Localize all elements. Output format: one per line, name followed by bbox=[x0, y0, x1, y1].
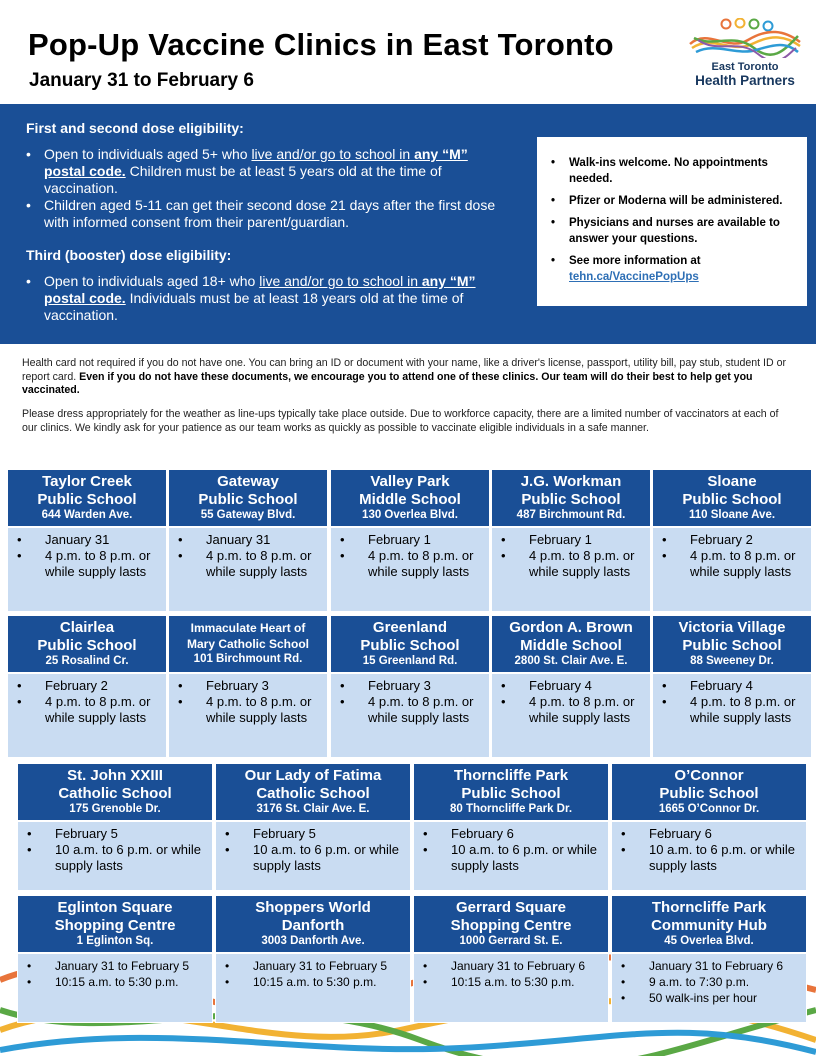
clinic-date: • February 4 bbox=[661, 678, 807, 694]
clinic-name-line1: Valley Park bbox=[370, 473, 450, 490]
clinic-card-body bbox=[215, 821, 411, 891]
clinic-name-line2: Shopping Centre bbox=[450, 916, 572, 934]
clinic-name-line2: Catholic School bbox=[256, 784, 370, 802]
clinic-address: 15 Greenland Rd. bbox=[362, 655, 458, 667]
clinic-name-line2: Public School bbox=[360, 636, 460, 654]
clinic-address: 1 Eglinton Sq. bbox=[76, 935, 154, 947]
clinic-card bbox=[17, 895, 213, 1023]
clinic-extra: • 50 walk-ins per hour bbox=[620, 990, 802, 1006]
clinic-hours: • 10:15 a.m. to 5:30 p.m. bbox=[224, 974, 406, 990]
clinic-address: 1000 Gerrard St. E. bbox=[459, 935, 563, 947]
clinic-hours: • 10 a.m. to 6 p.m. or while supply lasts bbox=[620, 842, 802, 874]
clinic-card bbox=[413, 763, 609, 891]
clinic-info-box bbox=[537, 137, 807, 306]
clinic-date: • January 31 to February 5 bbox=[26, 958, 208, 974]
clinic-card-body bbox=[413, 953, 609, 1023]
clinic-card bbox=[7, 469, 167, 612]
clinic-name-line2: Public School bbox=[682, 490, 782, 508]
clinic-date: • February 6 bbox=[422, 826, 604, 842]
logo-figures-icon bbox=[688, 18, 802, 58]
booster-eligibility-item: • Open to individuals aged 18+ who live and/or go to school in any “M” postal code. Individuals must be at least 18 years old at the time of vaccination. bbox=[26, 273, 506, 324]
clinic-name-line1: Clairlea bbox=[59, 619, 115, 636]
second-dose-children-item: • Children aged 5-11 can get their second dose 21 days after the first dose with informed consent from their parent/guardian. bbox=[26, 197, 506, 231]
clinic-date: • February 6 bbox=[620, 826, 802, 842]
clinic-hours: • 4 p.m. to 8 p.m. or while supply lasts bbox=[177, 548, 323, 580]
clinic-card-header bbox=[215, 763, 411, 821]
clinic-card bbox=[652, 615, 812, 758]
clinic-card bbox=[330, 469, 490, 612]
clinic-card bbox=[215, 763, 411, 891]
clinic-date: • February 2 bbox=[16, 678, 162, 694]
clinic-card-header bbox=[168, 469, 328, 527]
clinic-card-body bbox=[330, 527, 490, 612]
clinic-hours: • 4 p.m. to 8 p.m. or while supply lasts bbox=[661, 694, 807, 726]
info-vaccine-types: • Pfizer or Moderna will be administered. bbox=[551, 193, 799, 209]
clinic-card-header bbox=[7, 469, 167, 527]
clinic-date: • January 31 to February 6 bbox=[422, 958, 604, 974]
clinic-name-line1: Thorncliffe Park bbox=[651, 899, 767, 916]
clinic-address: 1665 O’Connor Dr. bbox=[658, 803, 760, 815]
clinic-name-line1: Victoria Village bbox=[678, 619, 786, 636]
clinic-card-header bbox=[652, 615, 812, 673]
clinic-date: • February 1 bbox=[339, 532, 485, 548]
clinic-card-body bbox=[413, 821, 609, 891]
first-second-dose-heading: First and second dose eligibility: bbox=[26, 120, 244, 136]
clinic-name-line2: Mary Catholic School bbox=[186, 636, 310, 651]
clinic-date: • January 31 bbox=[16, 532, 162, 548]
clinic-date: • January 31 bbox=[177, 532, 323, 548]
clinic-card bbox=[491, 469, 651, 612]
clinic-address: 88 Sweeney Dr. bbox=[690, 655, 774, 667]
clinic-hours: • 4 p.m. to 8 p.m. or while supply lasts bbox=[177, 694, 323, 726]
clinic-name-line2: Shopping Centre bbox=[54, 916, 176, 934]
clinic-card-header bbox=[413, 763, 609, 821]
clinic-card bbox=[215, 895, 411, 1023]
clinic-card-body bbox=[168, 673, 328, 758]
clinic-name-line2: Middle School bbox=[520, 636, 622, 654]
clinic-address: 175 Grenoble Dr. bbox=[69, 803, 161, 815]
clinic-card-header bbox=[413, 895, 609, 953]
clinic-name-line1: J.G. Workman bbox=[520, 473, 622, 490]
clinic-date: • February 3 bbox=[177, 678, 323, 694]
clinic-card-body bbox=[491, 527, 651, 612]
clinic-name-line1: Gordon A. Brown bbox=[509, 619, 633, 636]
clinic-name-line1: O’Connor bbox=[674, 767, 744, 784]
clinic-hours: • 4 p.m. to 8 p.m. or while supply lasts bbox=[16, 694, 162, 726]
clinic-address: 2800 St. Clair Ave. E. bbox=[514, 655, 628, 667]
clinic-card bbox=[491, 615, 651, 758]
clinic-card bbox=[611, 763, 807, 891]
clinic-card-body bbox=[611, 821, 807, 891]
clinic-name-line2: Public School bbox=[37, 636, 137, 654]
clinic-card bbox=[413, 895, 609, 1023]
clinic-card-header bbox=[17, 895, 213, 953]
clinic-card-body bbox=[7, 673, 167, 758]
clinic-address: 644 Warden Ave. bbox=[41, 509, 133, 521]
clinic-date: • February 5 bbox=[224, 826, 406, 842]
clinic-card bbox=[17, 763, 213, 891]
clinic-date: • February 4 bbox=[500, 678, 646, 694]
clinic-hours: • 10:15 a.m. to 5:30 p.m. bbox=[26, 974, 208, 990]
clinic-address: 45 Overlea Blvd. bbox=[664, 935, 754, 947]
clinic-name-line2: Danforth bbox=[281, 916, 345, 934]
clinic-card bbox=[611, 895, 807, 1023]
clinic-card-header bbox=[491, 469, 651, 527]
clinic-card-header bbox=[652, 469, 812, 527]
clinic-hours: • 4 p.m. to 8 p.m. or while supply lasts bbox=[500, 548, 646, 580]
logo-text-line2: Health Partners bbox=[695, 73, 795, 88]
clinic-hours: • 4 p.m. to 8 p.m. or while supply lasts bbox=[339, 694, 485, 726]
clinic-hours: • 10 a.m. to 6 p.m. or while supply lasts bbox=[26, 842, 208, 874]
clinic-card-header bbox=[330, 469, 490, 527]
info-staff: • Physicians and nurses are available to answer your questions. bbox=[551, 215, 799, 247]
clinic-card-body bbox=[330, 673, 490, 758]
clinic-name-line2: Public School bbox=[682, 636, 782, 654]
id-requirements-note: Health card not required if you do not have one. You can bring an ID or document with your name, like a driver's license, passport, utility bill, pay stub, student ID or report card. Even if you do not have these documents, we encourage you to attend one of these clinics. Our team will do their best to help get you vaccinated. bbox=[22, 357, 787, 396]
weather-note: Please dress appropriately for the weather as line-ups typically take place outside. Due to workforce capacity, there are a limited number of vaccinators at each of our clinics. We kindly ask for your patience as our team works as quickly as possible to vaccinate eligible individuals in a safe manner. bbox=[22, 408, 779, 434]
clinic-hours: • 10 a.m. to 6 p.m. or while supply lasts bbox=[422, 842, 604, 874]
page-subtitle: January 31 to February 6 bbox=[29, 70, 254, 91]
clinic-hours: • 4 p.m. to 8 p.m. or while supply lasts bbox=[500, 694, 646, 726]
clinic-card-body bbox=[652, 527, 812, 612]
clinic-card bbox=[7, 615, 167, 758]
clinic-name-line1: Immaculate Heart of bbox=[190, 621, 306, 635]
clinic-name-line1: Taylor Creek bbox=[42, 473, 132, 490]
clinic-hours: • 4 p.m. to 8 p.m. or while supply lasts bbox=[339, 548, 485, 580]
clinic-name-line2: Community Hub bbox=[651, 916, 767, 934]
clinic-address: 3176 St. Clair Ave. E. bbox=[256, 803, 370, 815]
clinic-address: 101 Birchmount Rd. bbox=[193, 653, 303, 665]
clinic-name-line2: Public School bbox=[198, 490, 298, 508]
clinic-hours: • 10:15 a.m. to 5:30 p.m. bbox=[422, 974, 604, 990]
clinic-date: • January 31 to February 5 bbox=[224, 958, 406, 974]
clinic-name-line1: Gerrard Square bbox=[455, 899, 567, 916]
clinic-name-line1: Gateway bbox=[217, 473, 279, 490]
clinic-card-header bbox=[17, 763, 213, 821]
clinic-address: 130 Overlea Blvd. bbox=[362, 509, 458, 521]
clinic-hours: • 10 a.m. to 6 p.m. or while supply lasts bbox=[224, 842, 406, 874]
first-second-eligibility-item: • Open to individuals aged 5+ who live and/or go to school in any “M” postal code. Children must be at least 5 years old at the time of vaccination. bbox=[26, 146, 506, 197]
booster-dose-heading: Third (booster) dose eligibility: bbox=[26, 247, 232, 263]
clinic-hours: • 4 p.m. to 8 p.m. or while supply lasts bbox=[661, 548, 807, 580]
clinic-address: 80 Thorncliffe Park Dr. bbox=[449, 803, 573, 815]
clinic-date: • February 2 bbox=[661, 532, 807, 548]
clinic-card-header bbox=[611, 763, 807, 821]
clinic-name-line1: Our Lady of Fatima bbox=[244, 767, 382, 784]
clinic-name-line2: Public School bbox=[659, 784, 759, 802]
clinic-card-header bbox=[168, 615, 328, 673]
clinic-address: 487 Birchmount Rd. bbox=[516, 509, 626, 521]
clinic-address: 55 Gateway Blvd. bbox=[200, 509, 296, 521]
clinic-address: 110 Sloane Ave. bbox=[688, 509, 776, 521]
organization-logo bbox=[684, 18, 806, 90]
clinic-name-line2: Public School bbox=[521, 490, 621, 508]
clinic-card bbox=[168, 615, 328, 758]
clinic-name-line1: Eglinton Square bbox=[57, 899, 173, 916]
clinic-card bbox=[652, 469, 812, 612]
clinic-name-line1: Shoppers World bbox=[255, 899, 371, 916]
clinic-name-line1: Greenland bbox=[372, 619, 448, 636]
clinic-card bbox=[330, 615, 490, 758]
clinic-card-body bbox=[215, 953, 411, 1023]
clinic-card-body bbox=[652, 673, 812, 758]
clinic-card-body bbox=[611, 953, 807, 1023]
page-title: Pop-Up Vaccine Clinics in East Toronto bbox=[28, 27, 614, 62]
clinic-name-line2: Public School bbox=[461, 784, 561, 802]
clinic-card-body bbox=[17, 821, 213, 891]
clinic-name-line1: Thorncliffe Park bbox=[453, 767, 569, 784]
clinic-card-header bbox=[215, 895, 411, 953]
logo-text-line1: East Toronto bbox=[711, 61, 779, 73]
clinic-name-line2: Middle School bbox=[359, 490, 461, 508]
clinic-date: • February 1 bbox=[500, 532, 646, 548]
clinic-card-header bbox=[611, 895, 807, 953]
clinic-card bbox=[168, 469, 328, 612]
clinic-name-line2: Public School bbox=[37, 490, 137, 508]
clinic-name-line1: Sloane bbox=[707, 473, 757, 490]
more-info-link[interactable]: tehn.ca/VaccinePopUps bbox=[569, 271, 699, 283]
clinic-name-line1: St. John XXIII bbox=[67, 767, 163, 784]
clinic-card-header bbox=[7, 615, 167, 673]
clinic-hours: • 4 p.m. to 8 p.m. or while supply lasts bbox=[16, 548, 162, 580]
clinic-card-header bbox=[491, 615, 651, 673]
info-more: • See more information at tehn.ca/VaccinePopUps bbox=[551, 253, 799, 285]
clinic-date: • February 5 bbox=[26, 826, 208, 842]
clinic-address: 25 Rosalind Cr. bbox=[45, 655, 129, 667]
clinic-date: • February 3 bbox=[339, 678, 485, 694]
clinic-card-body bbox=[168, 527, 328, 612]
clinic-card-body bbox=[17, 953, 213, 1023]
clinic-name-line2: Catholic School bbox=[58, 784, 172, 802]
clinic-address: 3003 Danforth Ave. bbox=[261, 935, 365, 947]
clinic-date: • January 31 to February 6 bbox=[620, 958, 802, 974]
clinic-card-header bbox=[330, 615, 490, 673]
clinic-hours: • 9 a.m. to 7:30 p.m. bbox=[620, 974, 802, 990]
clinic-card-body bbox=[491, 673, 651, 758]
clinic-card-body bbox=[7, 527, 167, 612]
info-walk-ins: • Walk-ins welcome. No appointments needed. bbox=[551, 155, 799, 187]
